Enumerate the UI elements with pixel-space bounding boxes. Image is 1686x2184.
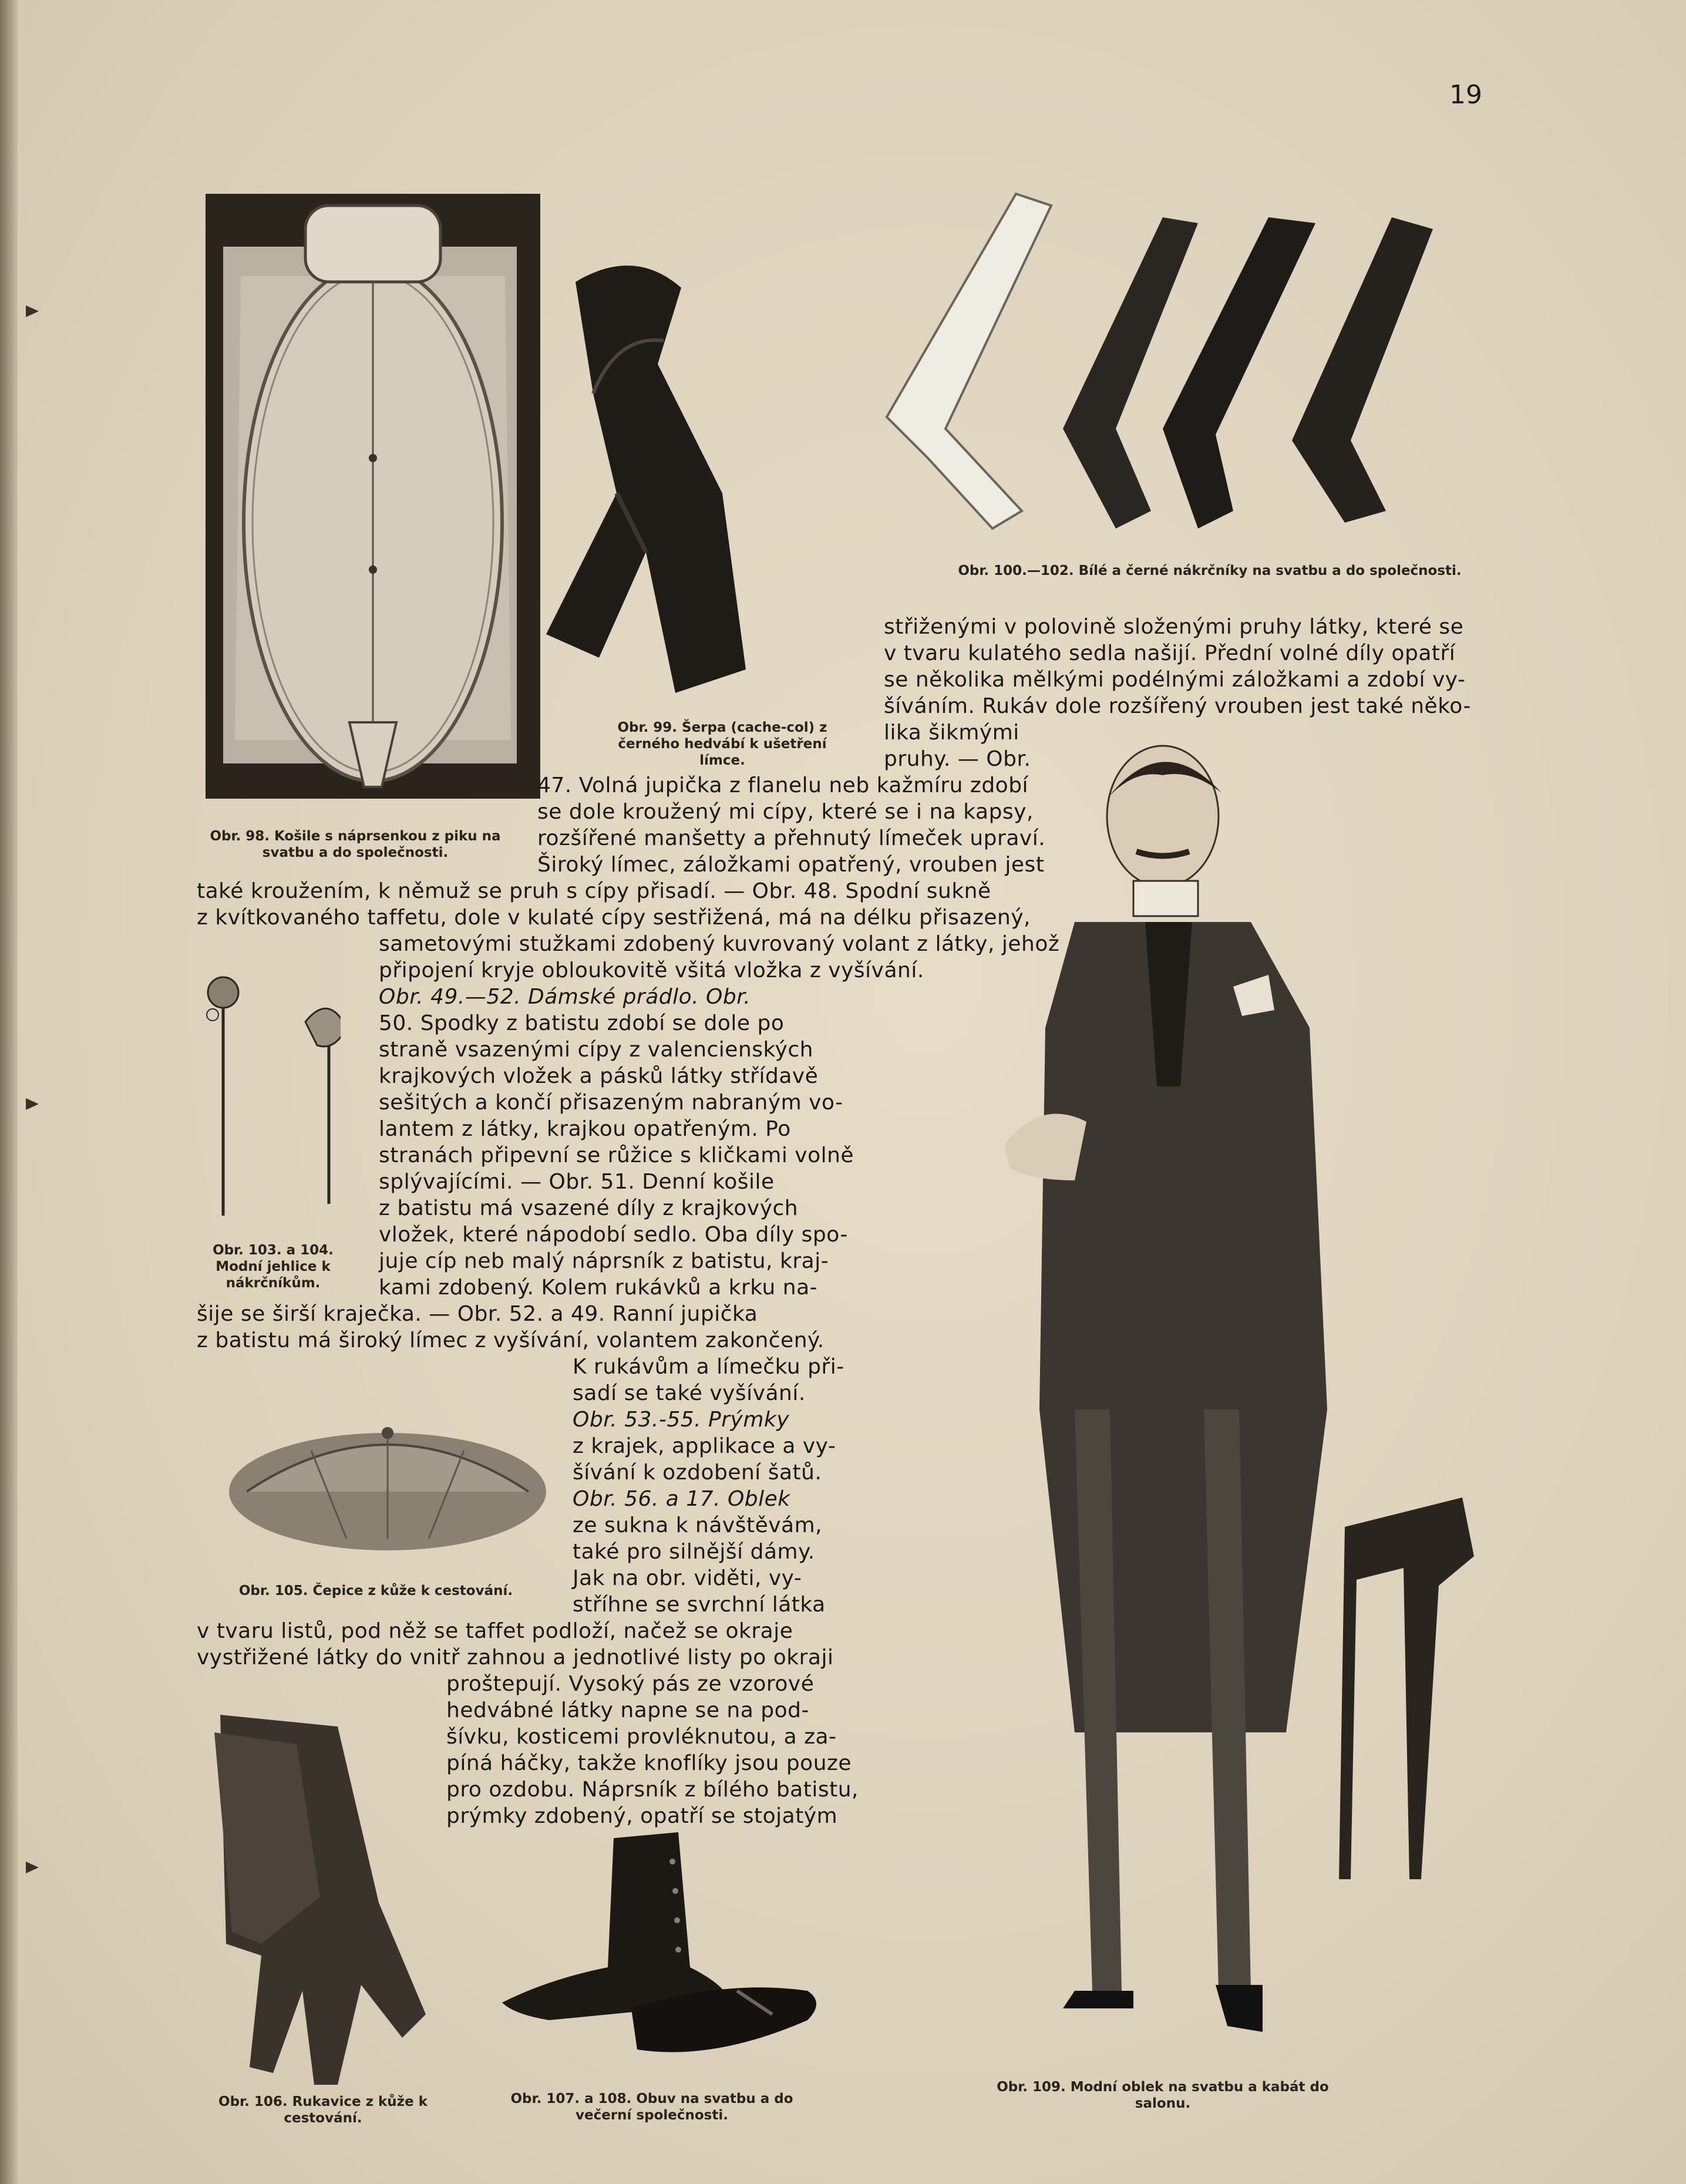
caption-fig109: Obr. 109. Modní oblek na svatbu a kabát do salonu.	[997, 2079, 1329, 2111]
caption-fig106: Obr. 106. Rukavice z kůže k cestování.	[218, 2094, 428, 2126]
shoes-illustration	[479, 1826, 831, 2073]
margin-mark	[26, 305, 39, 317]
cap-illustration	[223, 1421, 552, 1562]
page-gutter	[0, 0, 18, 2184]
caption-fig100-102: Obr. 100.—102. Bílé a černé nákrčníky na svatbu a do společnosti.	[958, 563, 1462, 578]
caption-fig98: Obr. 98. Košile s náprsenkou z piku na svatbu a do společnosti.	[210, 829, 501, 860]
margin-mark	[26, 1862, 39, 1873]
text-block-7: šije se širší kraječka. — Obr. 52. a 49. Ranní jupička z batistu má široký límec z vyšívání, volantem zakončený.	[197, 1302, 825, 1352]
caption-fig103-104: Obr. 103. a 104. Modní jehlice k nákrčníkům.	[213, 1243, 334, 1291]
text-block-1: střiženými v polovině složenými pruhy látky, které se v tvaru kulatého sedla našijí. Přední volné díly opatří se několika mělkými podélnými záložkami a zdobí vy- šíváním. Rukáv dole rozšířený vrouben jest také něko-	[884, 615, 1471, 718]
shirt-illustration	[206, 194, 540, 799]
text-block-10: proštepují. Vysoký pás ze vzorové hedvábné látky napne se na pod- šívku, kosticemi provléknutou, a za- píná háčky, takže knoflíky jsou pouze pro ozdobu. Náprsník z bílého batistu, prýmky zdobený, opatří se stojatým	[446, 1672, 859, 1828]
gentleman-suit-illustration	[898, 734, 1486, 2085]
caption-fig107-108: Obr. 107. a 108. Obuv na svatbu a do večerní společnosti.	[510, 2091, 793, 2123]
caption-fig105: Obr. 105. Čepice z kůže k cestování.	[238, 1583, 513, 1599]
tie-pins-illustration	[200, 969, 341, 1221]
margin-mark	[26, 1098, 39, 1110]
page-number: 19	[1449, 80, 1482, 110]
caption-fig99: Obr. 99. Šerpa (cache-col) z černého hedvábí k ušetření límce.	[617, 720, 827, 768]
text-block-5: sametovými stužkami zdobený kuvrovaný volant z látky, jehož připojení kryje obloukovitě všitá vložka z vyšívání.	[379, 932, 1060, 982]
text-block-4: také kroužením, k němuž se pruh s cípy přisadí. — Obr. 48. Spodní sukně z kvítkovaného taffetu, dole v kulaté cípy sestřižená, má na délku přisazený,	[197, 879, 1031, 930]
text-block-3: 47. Volná jupička z flanelu neb kažmíru zdobí se dole kroužený mi cípy, které se i na kapsy, rozšířené manšetty a přehnutý límeček upraví. Široký límec, záložkami opatřený, vrouben jest	[537, 773, 1046, 877]
text-block-8: K rukávům a límečku při- sadí se také vyšívání. Obr. 53.-55. Prýmky z krajek, applikace a vy- šívání k ozdobení šatů. Obr. 56. a 17. Oblek ze sukna k návštěvám, také pro silnější dámy. Jak na obr. viděti, vy- stříhne se svrchní látka	[573, 1355, 844, 1617]
scarf-illustration	[529, 247, 775, 716]
text-block-9: v tvaru listů, pod něž se taffet podloží, načež se okraje vystřižené látky do vnitř zahnou a jednotlivé listy po okraji	[197, 1619, 834, 1670]
neckties-illustration	[869, 182, 1486, 534]
gloves-illustration	[203, 1709, 449, 2091]
text-block-6: Obr. 49.—52. Dámské prádlo. Obr. 50. Spodky z batistu zdobí se dole po straně vsazenými cípy z valencienských krajkových vložek a pásků látky střídavě sešitých a končí přisazeným nabraným vo- lantem z látky, krajkou opatřeným. Po stranách připevní se růžice s kličkami volně splývajícími. — Obr. 51. Denní košile z batistu má vsazené díly z krajkových vložek, které nápodobí sedlo. Oba díly spo- juje cíp neb malý náprsník z batistu, kraj- kami zdobený. Kolem rukávků a krku na-	[379, 985, 854, 1300]
text-block-2: lika šikmými pruhy. — Obr.	[884, 721, 1031, 771]
